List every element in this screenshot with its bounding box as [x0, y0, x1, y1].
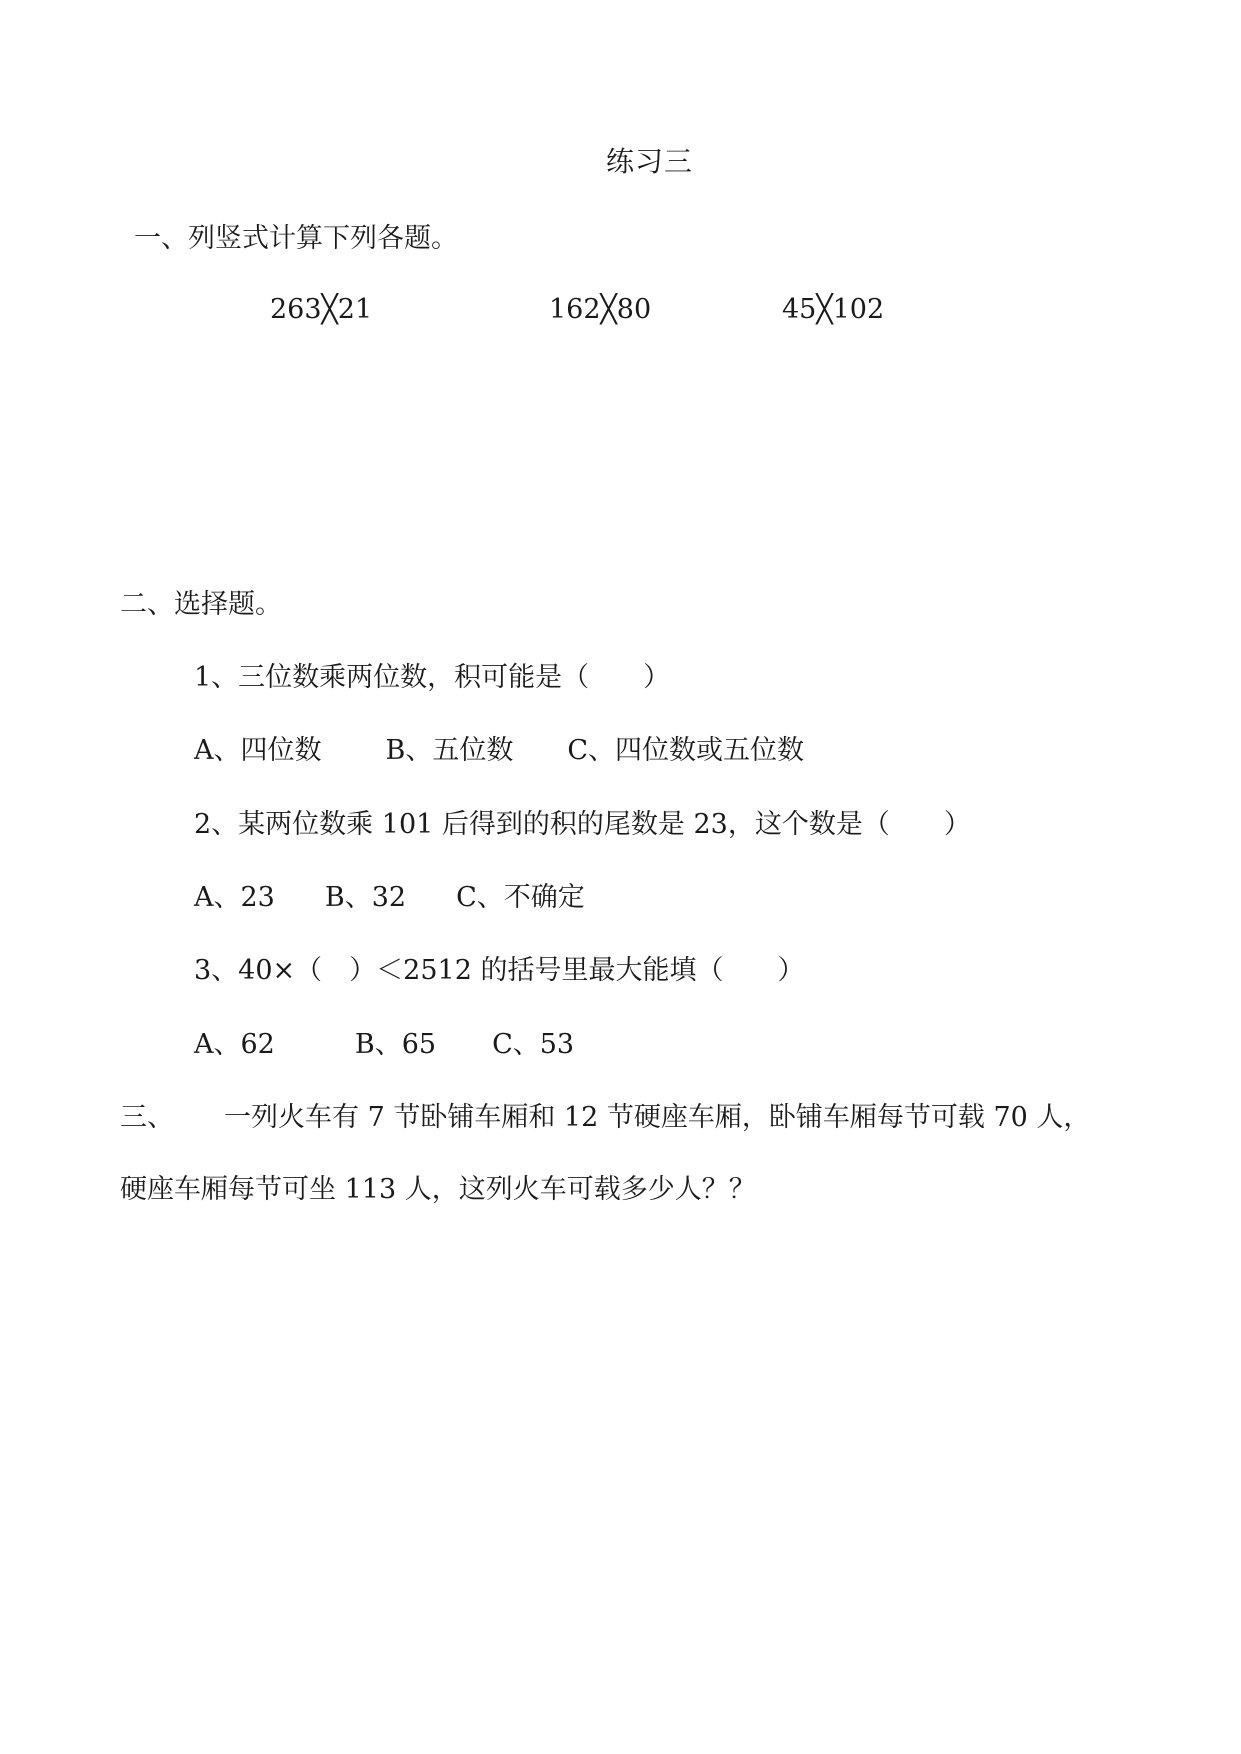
section-2-heading: 二、选择题。: [120, 589, 282, 620]
question-3: 3、40×（ ）＜2512 的括号里最大能填（ ）: [194, 955, 805, 986]
option-b: B、65: [354, 1029, 437, 1060]
question-2: 2、某两位数乘 101 后得到的积的尾数是 23，这个数是（ ）: [194, 809, 971, 840]
option-b: B、32: [324, 882, 407, 913]
section-3-line-1: [120, 1100, 1090, 1136]
expression-1: 263╳21: [270, 294, 373, 325]
expression-3: 45╳102: [782, 294, 885, 325]
option-c: C、不确定: [456, 882, 585, 913]
option-b: B、五位数: [385, 735, 514, 766]
section-3-label: 三、: [120, 1102, 174, 1133]
option-c: C、四位数或五位数: [567, 735, 805, 766]
question-1: 1、三位数乘两位数，积可能是（ ）: [194, 662, 671, 693]
section-1-heading: 一、列竖式计算下列各题。: [134, 223, 458, 254]
option-c: C、53: [492, 1029, 575, 1060]
section-3-line-2: 硬座车厢每节可坐 113 人，这列火车可载多少人？？: [120, 1174, 756, 1205]
problem-text-1: 一列火车有 7 节卧铺车厢和 12 节硬座车厢，卧铺车厢每节可载 70 人，: [224, 1102, 1091, 1133]
page-title: 练习三: [606, 145, 694, 178]
expression-2: 162╳80: [549, 294, 652, 325]
question-2-options: [194, 880, 585, 916]
question-1-options: [194, 733, 804, 769]
option-a: A、23: [194, 882, 275, 913]
question-3-options: [194, 1027, 574, 1063]
option-a: A、四位数: [194, 735, 322, 766]
option-a: A、62: [194, 1029, 275, 1060]
